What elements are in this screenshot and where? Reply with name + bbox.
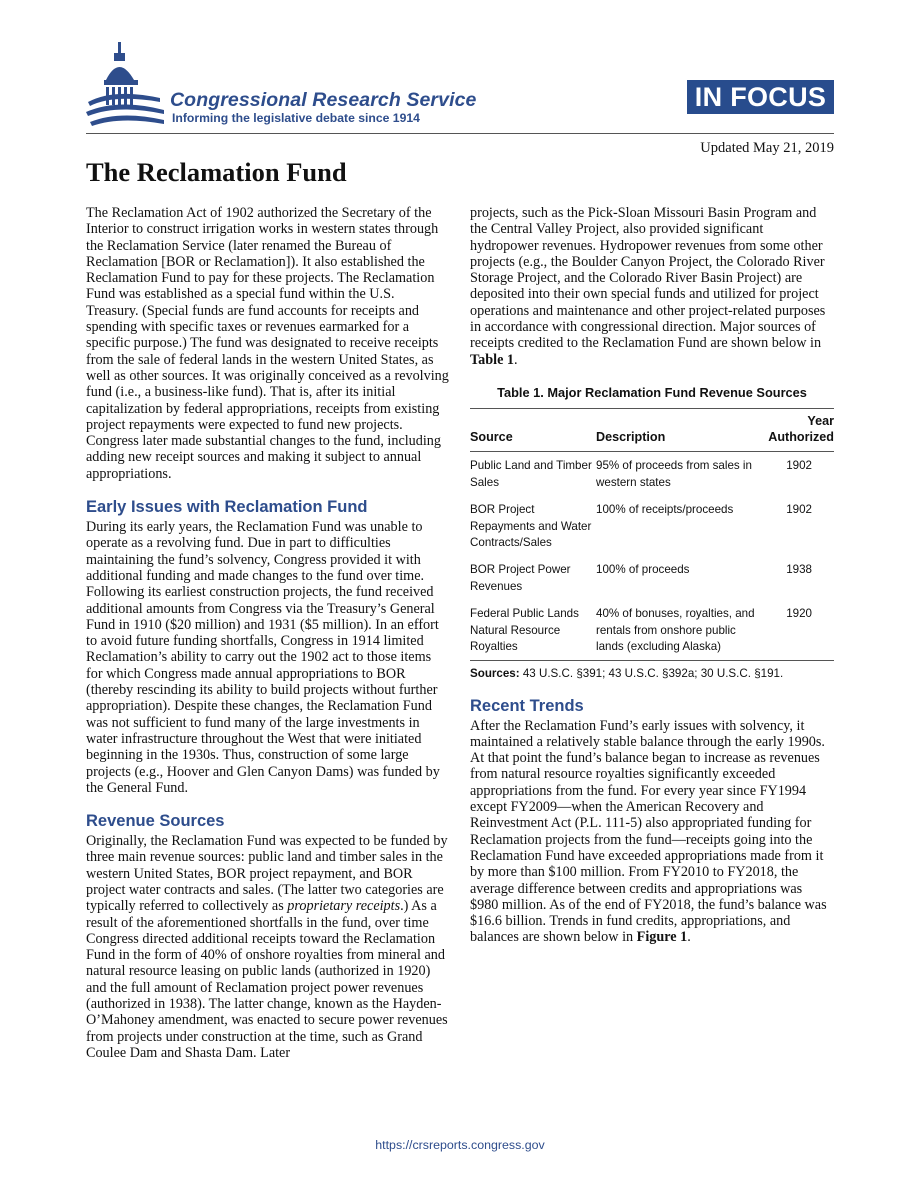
in-focus-badge: IN FOCUS [687,80,834,114]
column-header-source: Source [470,430,513,445]
footer-url-link[interactable]: https://crsreports.congress.gov [375,1138,545,1152]
table-caption: Table 1. Major Reclamation Fund Revenue Sources [497,384,807,400]
revenue-sources-table [470,408,834,661]
page-title: The Reclamation Fund [86,157,347,187]
updated-date: Updated May 21, 2019 [700,140,834,156]
revenue-sources-heading: Revenue Sources [86,812,225,831]
column-header-year: Year Authorized [768,414,834,445]
table-row: BOR Project Power Revenues 100% of proceeds 1938 [470,563,812,594]
table-row: BOR Project Repayments and Water Contracts/Sales 100% of receipts/proceeds 1902 [470,502,812,550]
recent-trends-heading: Recent Trends [470,696,584,715]
capitol-dome-icon [84,40,168,130]
figure-1-reference: Figure 1 [636,929,688,946]
early-issues-heading: Early Issues with Reclamation Fund [86,498,368,517]
table-row: Federal Public Lands Natural Resource Royalties 40% of bonuses, royalties, and rentals from onshore public lands (excluding Alaska) 1920 [470,600,834,661]
proprietary-receipts-term: proprietary receipts [287,898,401,915]
table-1-reference: Table 1 [470,351,515,368]
org-tagline: Informing the legislative debate since 1914 [172,111,420,125]
header-divider [86,133,834,134]
recent-trends-paragraph: After the Reclamation Fund’s early issues with solvency, it maintained a relatively stable balance through the early 1990s. At that point the fund’s balance began to increase as revenues from natural resource royalties significantly exceeded appropriations from the fund. For every year since FY1994 except FY2009—when the American Recovery and Reinvestment Act (P.L. 111-5) also appropriated funding for Reclamation projects from the fund—receipts going into the Reclamation Fund have exceeded appropriations made from it by more than $100 million. From FY2010 to FY2018, the average difference between credits and appropriations was $980 million. As of the end of FY2018, the fund’s balance was $16.6 billion. Trends in fund credits, appropriations, and balances are shown below in Figure 1. [470,717,827,946]
revenue-sources-paragraph: Originally, the Reclamation Fund was expected to be funded by three main revenue sources: public land and timber sales in the western United States, BOR project repayment, and BOR project water contracts and sales. (The latter two categories are typically referred to collectively as proprietary receipts.) As a result of the aforementioned shortfalls in the fund, over time Congress directed additional receipts toward the Reclamation Fund in the form of 40% of onshore royalties from mineral and natural resource leasing on public lands (authorized in 1920) and the full amount of Reclamation project power revenues (authorized in 1938). The latter change, known as the Hayden-O’Mahoney amendment, was enacted to secure power revenues from projects under construction at the time, such as Grand Coulee Dam and Shasta Dam. Later [86,833,448,1061]
intro-paragraph: The Reclamation Act of 1902 authorized the Secretary of the Interior to construct irrigation works in western states through the Reclamation Service (later renamed the Bureau of Reclamation [BOR or Reclamation]). It also established the Reclamation Fund to pay for these projects. The Reclamation Fund was established as a special fund within the U.S. Treasury. (Special funds are fund accounts for receipts and spending with specific taxes or revenues earmarked for a specific purpose.) The fund was designated to receive receipts from the sale of federal lands in the western United States, as well as other sources. It was originally conceived as a revolving fund (i.e., a business-like fund). That is, after its initial capitalization by federal appropriations, receipts from existing project repayments were expected to fund new projects. Congress later made substantial changes to the fund, including adding new receipt sources and making it subject to annual appropriations. [86,205,449,482]
column-header-description: Description [596,430,666,445]
table-sources-note: Sources: 43 U.S.C. §391; 43 U.S.C. §392a; 30 U.S.C. §191. [470,667,784,681]
table-header-row [470,409,834,452]
early-issues-paragraph: During its early years, the Reclamation Fund was unable to operate as a revolving fund. Due in part to difficulties maintaining the fund’s solvency, Congress provided it with additional funding and made changes to the fund over time. Following its earliest construction projects, the fund received additional amounts from Congress via the Treasury’s General Fund in 1910 ($20 million) and 1931 ($5 million). In an effort to avoid future funding shortfalls, Congress in 1914 limited Reclamation’s ability to carry out the 1902 act to those items for which Congress made annual appropriations to BOR (thereby rescinding its ability to build projects without further appropriation). Despite these changes, the Reclamation Fund was not sufficient to fund many of the large investments in water infrastructure throughout the West that were initiated beginning in the 1930s. Thus, construction of some large projects (e.g., Hoover and Glen Canyon Dams) was funded by the General Fund. [86,519,440,796]
org-name: Congressional Research Service [170,89,477,111]
table-row: Public Land and Timber Sales 95% of proceeds from sales in western states 1902 [470,459,812,490]
crs-logo [84,40,504,130]
revenue-continuation-paragraph: projects, such as the Pick-Sloan Missouri Basin Program and the Central Valley Project, also provided significant hydropower revenues. Hydropower revenues from some other projects (e.g., the Boulder Canyon Project, the Colorado River Storage Project, and the Colorado River Basin Project) are deposited into their own special funds and utilized for project operations and maintenance and other project-related purposes in accordance with congressional direction. Major sources of receipts credited to the Reclamation Fund are shown below in Table 1. [470,205,826,368]
right-column [470,205,834,946]
left-column [86,205,450,1061]
